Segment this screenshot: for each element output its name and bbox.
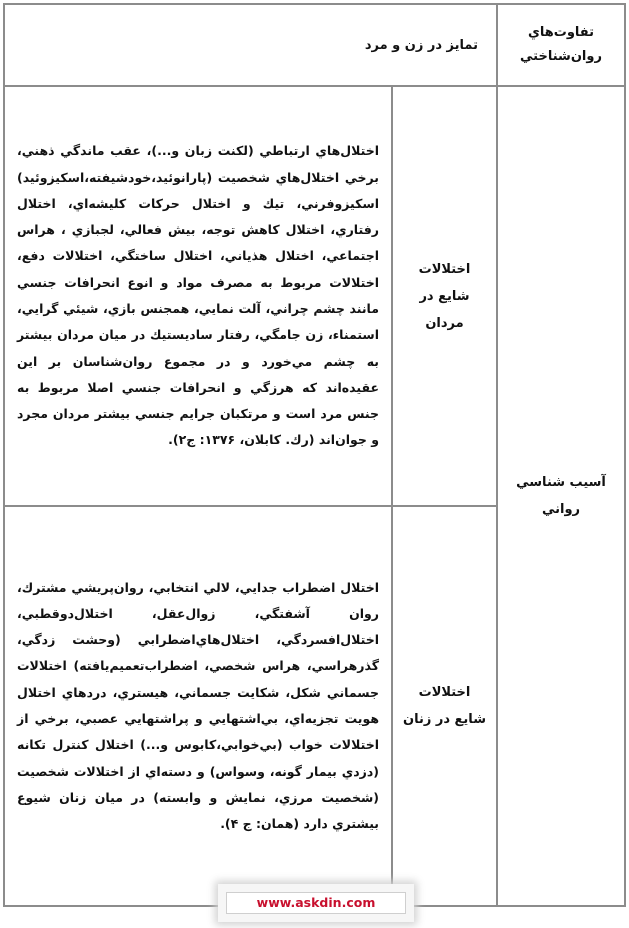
row-text-men: اختلال‌هاي ارتباطي (لكنت زبان و...)، عقب ماندگي ذهني، برخي اختلال‌هاي شخصيت (پارانوئيد،خودشيفته،اسكيزوئيد) اسكيزوفرني، تيك و اختلال حركات كليشه‌اي، اختلال رفتاري، اختلال كاهش توجه، بيش فعالي، لجبازي ، هراس اجتماعي، اختلال هذياني، اختلال ساختگي، اختلالات دفع، اختلالات مربوط به مصرف مواد و انوع انحرافات جنسي مانند چشم چراني، آلت نمايي، همجنس بازي، شيئي گرايي، استمناء، زن جامگي، رفتار ساديستيك در ميان مردان بيشتر به چشم مي‌خورد و در مجموع روان‌شناسان بر اين عقيده‌اند كه هرزگي و انحرافات جنسي اصلا مربوط به جنس مرد است و مرتكبان جرايم جنسي بيشتر مردان مجرد و جوان‌اند (رك. كابلان، ۱۳۷۶: ج۲).	[17, 143, 379, 448]
category-heading: تفاوت‌هاي روان‌شناختي	[520, 25, 602, 64]
category-heading-cell	[497, 4, 625, 86]
row-text-cell	[4, 86, 392, 506]
row-label-women: اختلالات شايع در زنان	[403, 685, 486, 727]
title-cell	[4, 4, 497, 86]
row-label-cell	[392, 86, 497, 506]
row-text-women: اختلال اضطراب جدايي، لالي انتخابي، روان‌پريشي مشترك، روان آشفتگي، زوال‌عقل، اختلال‌دوقطبي، اختلال‌افسردگي، اختلال‌هاي‌اضطرابي (وحشت زدگي، گذرهراسي، هراس شخصي، اضطراب‌تعميم‌يافته) اختلالات جسماني شكل، شكايت جسماني، هيستري، دردهاي اختلال هويت تجزيه‌اي، بي‌اشتهايي و پراشتهايي عصبي، برخي از اختلالات خواب (بي‌خوابي،كابوس و...) اختلال كنترل تكانه (دزدي بيمار گونه، وسواس) و دسته‌اي از اختلالات شخصيت (شخصيت مرزي، نمايش و وابسته) در ميان زنان شيوع بيشتري دارد (همان: ج ۴).	[17, 579, 379, 832]
website-link[interactable]: www.askdin.com	[226, 892, 406, 914]
category-cell	[497, 86, 625, 906]
row-label-men: اختلالات شايع در مردان	[418, 261, 471, 331]
table-row	[4, 86, 625, 506]
website-footer	[218, 884, 414, 922]
table-title: تمايز در زن و مرد	[364, 37, 478, 53]
row-text-cell	[4, 506, 392, 906]
table-header-row	[4, 4, 625, 86]
row-label-cell	[392, 506, 497, 906]
category-label: آسيب شناسي رواني	[516, 475, 606, 517]
comparison-table	[3, 3, 626, 907]
